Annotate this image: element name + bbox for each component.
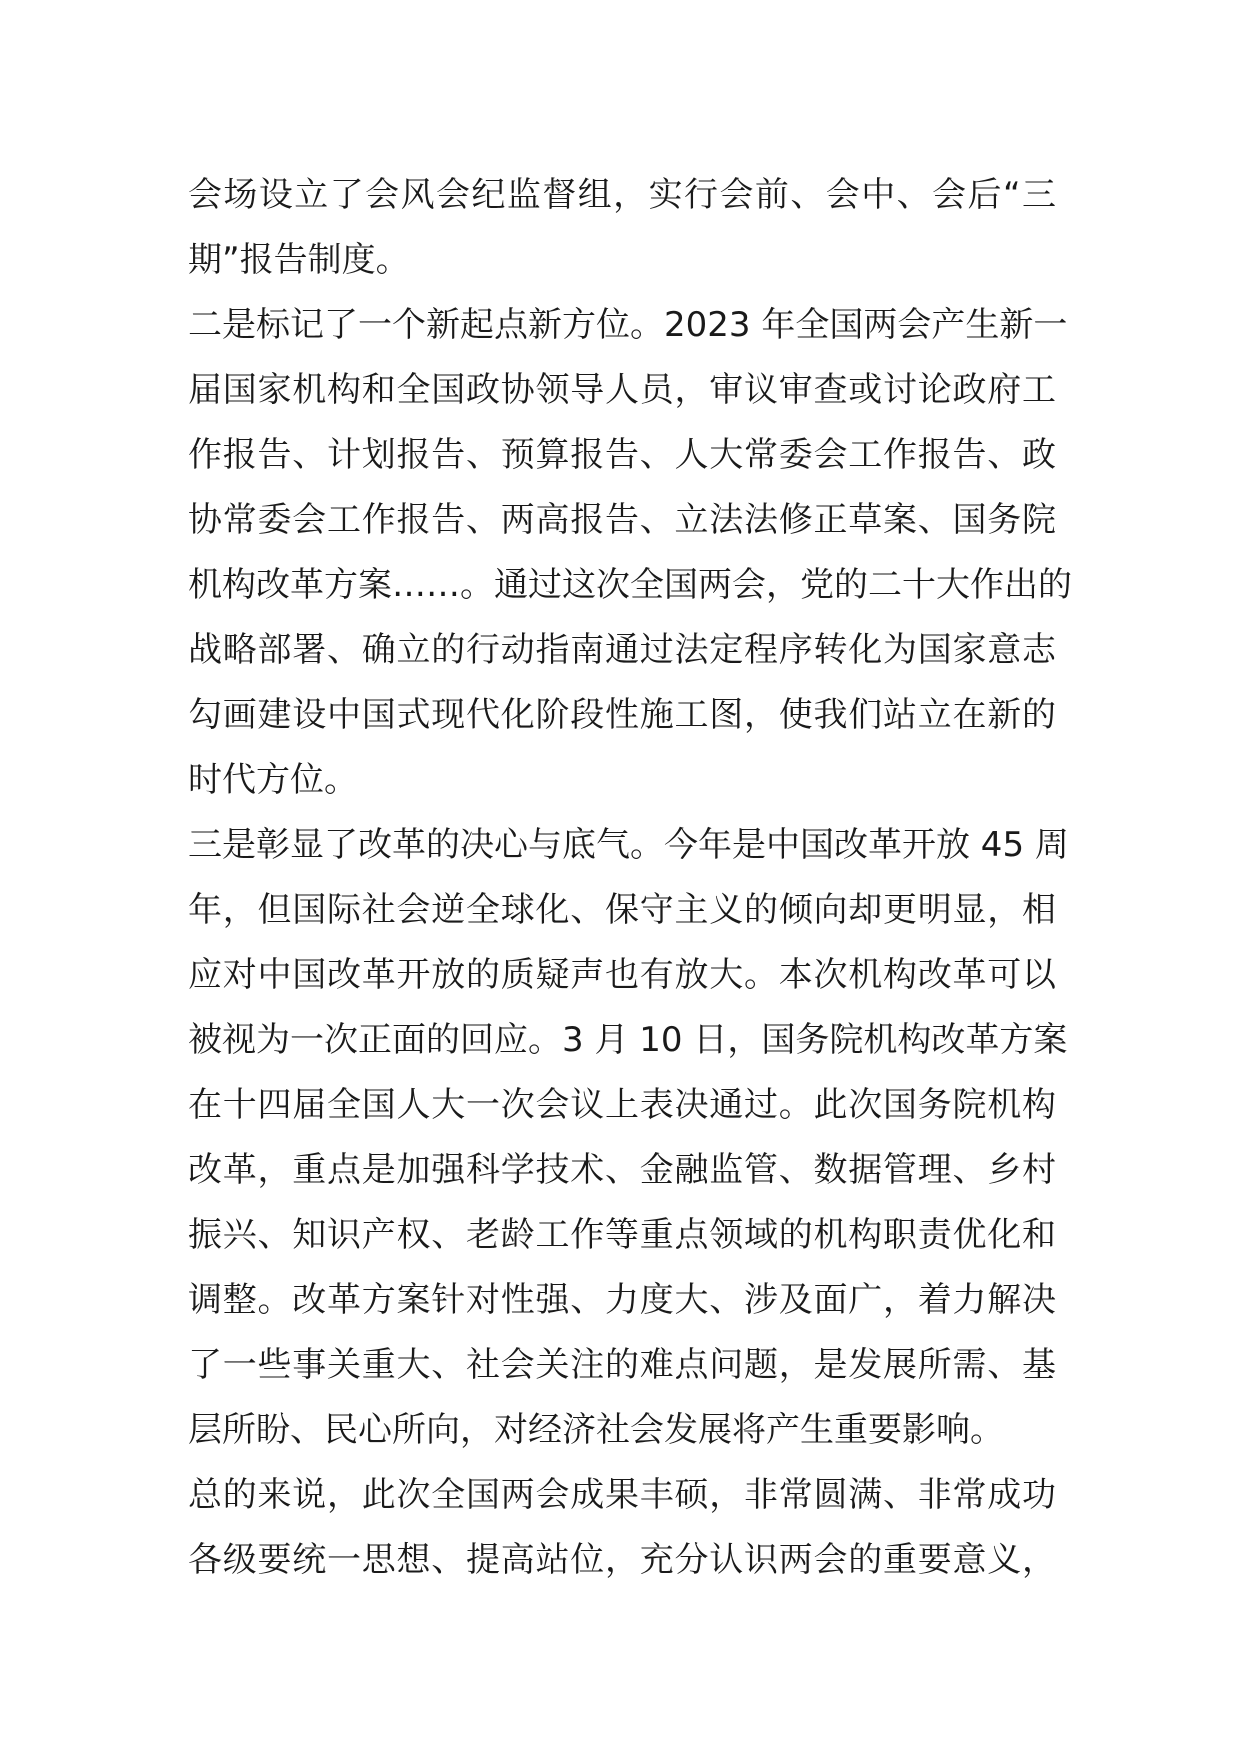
text-line: 期”报告制度。: [188, 240, 410, 280]
text-line: 调整。改革方案针对性强、力度大、涉及面广，着力解决: [188, 1280, 1056, 1320]
text-line: 勾画建设中国式现代化阶段性施工图，使我们站立在新的: [188, 695, 1056, 735]
text-line: 被视为一次正面的回应。3 月 10 日，国务院机构改革方案: [188, 1020, 1068, 1060]
text-line: 二是标记了一个新起点新方位。2023 年全国两会产生新一: [188, 305, 1068, 345]
text-line: 会场设立了会风会纪监督组，实行会前、会中、会后“三: [188, 175, 1056, 215]
text-line: 三是彰显了改革的决心与底气。今年是中国改革开放 45 周: [188, 825, 1069, 865]
text-line: 作报告、计划报告、预算报告、人大常委会工作报告、政: [188, 435, 1056, 475]
text-line: 改革，重点是加强科学技术、金融监管、数据管理、乡村: [188, 1150, 1056, 1190]
text-line: 层所盼、民心所向，对经济社会发展将产生重要影响。: [188, 1410, 1004, 1450]
text-line: 协常委会工作报告、两高报告、立法法修正草案、国务院: [188, 500, 1056, 540]
text-line: 总的来说，此次全国两会成果丰硕，非常圆满、非常成功: [188, 1475, 1056, 1515]
text-line: 在十四届全国人大一次会议上表决通过。此次国务院机构: [188, 1085, 1056, 1125]
text-line: 振兴、知识产权、老龄工作等重点领域的机构职责优化和: [188, 1215, 1056, 1255]
text-line: 各级要统一思想、提高站位，充分认识两会的重要意义，: [188, 1540, 1056, 1580]
text-line: 战略部署、确立的行动指南通过法定程序转化为国家意志: [188, 630, 1056, 670]
text-line: 应对中国改革开放的质疑声也有放大。本次机构改革可以: [188, 955, 1056, 995]
text-line: 届国家机构和全国政协领导人员，审议审查或讨论政府工: [188, 370, 1056, 410]
text-line: 年，但国际社会逆全球化、保守主义的倾向却更明显，相: [188, 890, 1056, 930]
document-body: [188, 163, 1072, 1593]
text-line: 机构改革方案……。通过这次全国两会，党的二十大作出的: [188, 565, 1072, 605]
text-line: 时代方位。: [188, 760, 358, 800]
text-line: 了一些事关重大、社会关注的难点问题，是发展所需、基: [188, 1345, 1056, 1385]
